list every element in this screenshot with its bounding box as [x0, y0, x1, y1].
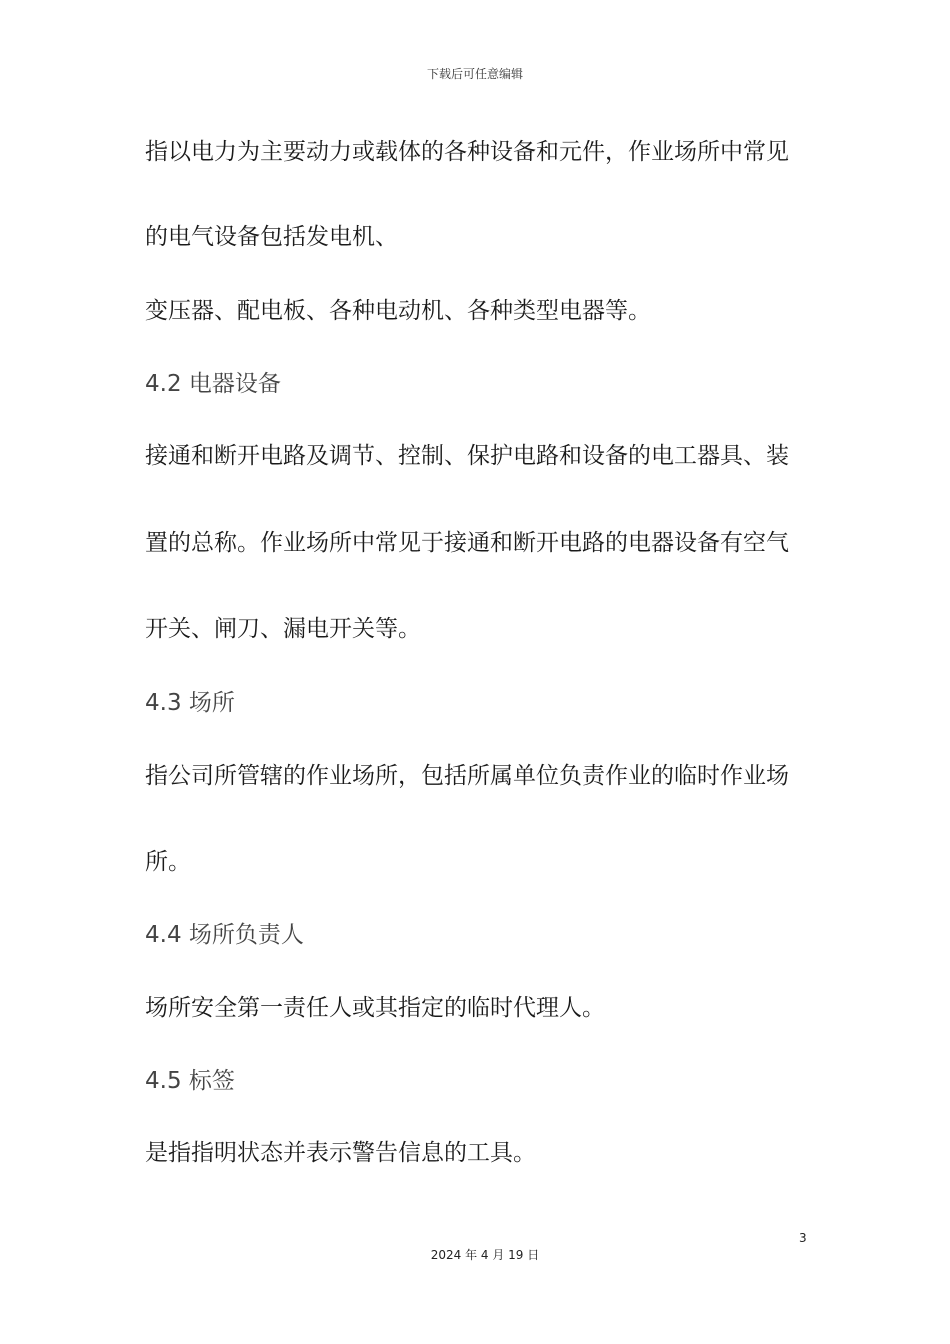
page-number: 3: [799, 1231, 807, 1245]
paragraph-line: 指以电力为主要动力或载体的各种设备和元件，作业场所中常见: [145, 139, 789, 165]
paragraph-line: 的电气设备包括发电机、: [145, 224, 398, 250]
paragraph-line: 变压器、配电板、各种电动机、各种类型电器等。: [145, 298, 651, 324]
section-heading: 4.3 场所: [145, 690, 235, 716]
paragraph-line: 接通和断开电路及调节、控制、保护电路和设备的电工器具、装: [145, 443, 789, 469]
page-header-note: 下载后可任意编辑: [426, 67, 523, 81]
paragraph-line: 置的总称。作业场所中常见于接通和断开电路的电器设备有空气: [145, 530, 789, 556]
paragraph-line: 场所安全第一责任人或其指定的临时代理人。: [145, 995, 605, 1021]
paragraph-line: 是指指明状态并表示警告信息的工具。: [145, 1140, 536, 1166]
paragraph-line: 开关、闸刀、漏电开关等。: [145, 616, 421, 642]
paragraph-line: 指公司所管辖的作业场所，包括所属单位负责作业的临时作业场: [145, 763, 789, 789]
section-heading: 4.2 电器设备: [145, 371, 281, 397]
section-heading: 4.5 标签: [145, 1068, 235, 1094]
section-heading: 4.4 场所负责人: [145, 922, 304, 948]
footer-date: 2024 年 4 月 19 日: [430, 1248, 540, 1262]
paragraph-line: 所。: [145, 849, 191, 875]
